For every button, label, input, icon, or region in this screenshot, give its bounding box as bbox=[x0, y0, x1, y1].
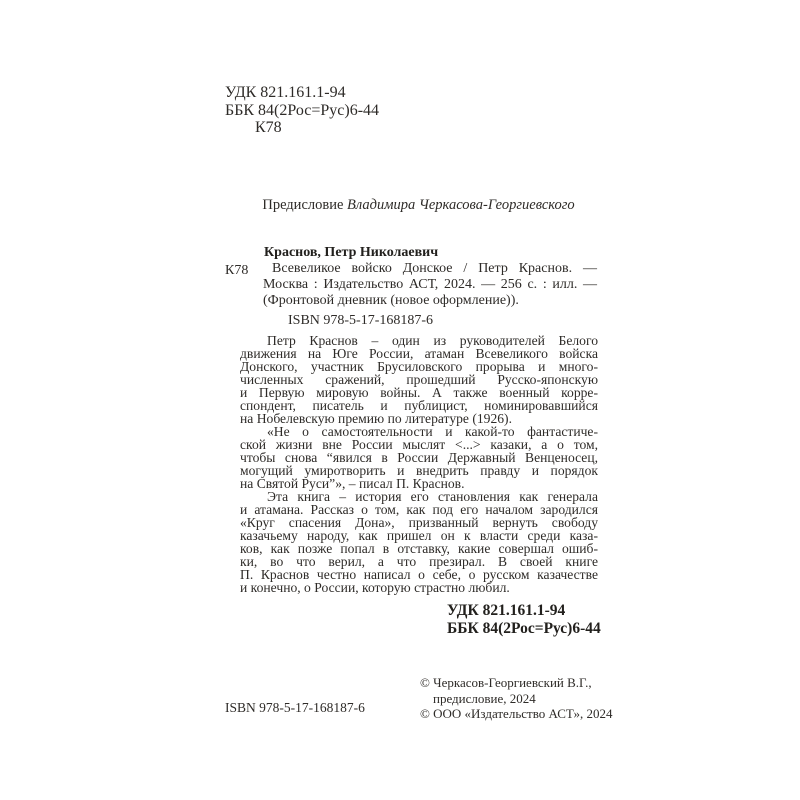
card-author-heading: Краснов, Петр Николаевич bbox=[264, 245, 439, 260]
text-line: Донского, участник Брусиловского прорыва и много- bbox=[240, 359, 598, 374]
text-line: и Первую мировую войны. А также военный корре- bbox=[240, 385, 598, 400]
bbk-code-bottom: ББК 84(2Рос=Рус)6-44 bbox=[447, 619, 601, 637]
author-sign-top: К78 bbox=[255, 119, 282, 136]
bbk-code-top: ББК 84(2Рос=Рус)6-44 bbox=[225, 101, 380, 119]
text-line: ской жизни вне России мыслят <...> казаки, а о том, bbox=[240, 437, 598, 452]
preface-credit-line bbox=[240, 197, 597, 214]
text-line: (Фронтовой дневник (новое оформление)). bbox=[263, 292, 519, 308]
bottom-classification-block bbox=[447, 602, 601, 637]
text-line: ки, во что верил, а что презирал. В своей книге bbox=[240, 554, 598, 569]
udk-code-bottom: УДК 821.161.1-94 bbox=[447, 602, 566, 619]
annotation-block bbox=[240, 334, 598, 594]
preface-label: Предисловие bbox=[262, 197, 344, 213]
text-line: и атамана. Рассказ о том, как под его началом зародился bbox=[240, 502, 598, 517]
footer-isbn: ISBN 978-5-17-168187-6 bbox=[225, 700, 365, 715]
card-bibliographic-description bbox=[263, 261, 597, 309]
text-line: Москва : Издательство АСТ, 2024. — 256 с. : илл. — bbox=[263, 276, 597, 292]
text-line: на Святой Руси”», – писал П. Краснов. bbox=[240, 476, 465, 491]
catalog-card-code: К78 bbox=[225, 263, 249, 278]
text-line: численных сражений, прошедший Русско-японскую bbox=[240, 372, 598, 387]
text-line: спондент, писатель и публицист, номинировавшийся bbox=[240, 398, 598, 413]
card-isbn: ISBN 978-5-17-168187-6 bbox=[288, 312, 434, 328]
text-line: «Круг спасения Дона», призванный вернуть свободу bbox=[240, 515, 598, 530]
text-line: чтобы снова “явился в России Державный Венценосец, bbox=[240, 450, 598, 465]
top-classification-block bbox=[225, 84, 379, 137]
copyright-block bbox=[420, 675, 613, 722]
text-line: и конечно, о России, которую страстно любил. bbox=[240, 580, 510, 595]
copyright-preface-year: предисловие, 2024 bbox=[433, 690, 536, 706]
text-line: движения на Юге России, атаман Всевеликого войска bbox=[240, 346, 598, 361]
annotation-paragraph-2 bbox=[240, 425, 598, 490]
text-line: Эта книга – история его становления как генерала bbox=[267, 489, 598, 504]
preface-author-name: Владимира Черкасова-Георгиевского bbox=[343, 197, 575, 213]
text-line: П. Краснов честно написал о себе, о русском казачестве bbox=[240, 567, 598, 582]
annotation-paragraph-1 bbox=[240, 334, 598, 425]
text-line: Петр Краснов – один из руководителей Белого bbox=[267, 333, 598, 348]
annotation-paragraph-3 bbox=[240, 490, 598, 594]
copyright-publisher: © ООО «Издательство АСТ», 2024 bbox=[420, 706, 613, 722]
text-line: ков, как позже попал в отставку, какие совершал ошиб- bbox=[240, 541, 598, 556]
text-line: Всевеликое войско Донское / Петр Краснов. — bbox=[272, 261, 597, 276]
text-line: могущий умиротворить и внедрить правду и порядок bbox=[240, 463, 598, 478]
text-line: казачьему народу, как пришел он к власти среди каза- bbox=[240, 528, 598, 543]
udk-code-top: УДК 821.161.1-94 bbox=[225, 84, 346, 101]
text-line: на Нобелевскую премию по литературе (1926). bbox=[240, 411, 512, 426]
copyright-preface-author: © Черкасов-Георгиевский В.Г., bbox=[420, 675, 592, 690]
catalog-card bbox=[240, 245, 597, 329]
text-line: «Не о самостоятельности и какой-то фантастиче- bbox=[267, 424, 598, 439]
